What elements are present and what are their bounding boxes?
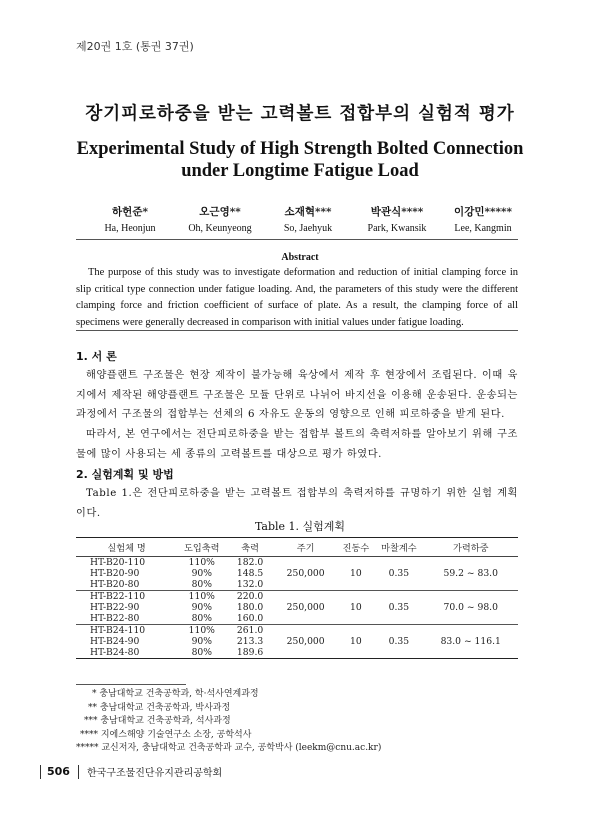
friction-coefficient: 0.35 bbox=[374, 591, 423, 625]
specimen-name: HT-B24-110 bbox=[90, 625, 146, 636]
specimen-name: HT-B20-80 bbox=[76, 579, 177, 591]
table-header-cell: 도입축력 bbox=[177, 538, 226, 557]
footnote: **** 지에스해양 기술연구소 소장, 공학석사 bbox=[80, 729, 252, 740]
specimen-name: HT-B22-80 bbox=[76, 613, 177, 625]
author-korean-name: 이강민***** bbox=[454, 206, 512, 218]
specimen-name: HT-B24-80 bbox=[76, 647, 177, 659]
methods-paragraph-1: Table 1.은 전단피로하중을 받는 고력볼트 접합부의 축력저하를 규명하기 위한 실험 계획이다. bbox=[76, 488, 518, 519]
footnote: *** 충남대학교 건축공학과, 석사과정 bbox=[84, 716, 231, 726]
frequency: 10 bbox=[337, 557, 374, 591]
friction-coefficient: 0.35 bbox=[374, 625, 423, 659]
axial-force: 189.6 bbox=[226, 647, 273, 659]
frequency: 10 bbox=[337, 625, 374, 659]
specimen-name: HT-B24-90 bbox=[90, 636, 140, 647]
table-row bbox=[76, 591, 518, 603]
footnote: ** 충남대학교 건축공학과, 박사과정 bbox=[88, 702, 231, 713]
korean-title: 장기피로하중을 받는 고력볼트 접합부의 실험적 평가 bbox=[85, 104, 515, 124]
axial-force: 261.0 bbox=[236, 625, 264, 636]
table-caption: Table 1. 실험계획 bbox=[254, 520, 346, 533]
clamping-ratio: 90% bbox=[191, 568, 212, 579]
footnote: * 충남대학교 건축공학과, 학·석사연계과정 bbox=[92, 689, 259, 699]
axial-force: 220.0 bbox=[236, 591, 264, 602]
clamping-ratio: 80% bbox=[177, 579, 226, 591]
cycles: 250,000 bbox=[274, 557, 338, 591]
axial-force: 132.0 bbox=[226, 579, 273, 591]
author bbox=[428, 204, 538, 234]
divider bbox=[76, 239, 518, 240]
friction-coefficient: 0.35 bbox=[374, 557, 423, 591]
author-english-name: Oh, Keunyeong bbox=[188, 223, 252, 234]
author-english-name: Ha, Heonjun bbox=[104, 223, 156, 234]
society-name: 한국구조물진단유지관리공학회 bbox=[86, 768, 223, 779]
specimen-name: HT-B22-110 bbox=[90, 591, 146, 602]
clamping-ratio: 90% bbox=[191, 602, 212, 613]
section-heading-introduction: 1. 서 론 bbox=[76, 350, 117, 363]
footnote: ***** 교신저자, 충남대학교 건축공학과 교수, 공학박사 (leekm@cnu.ac.kr) bbox=[76, 743, 382, 753]
abstract-text: The purpose of this study was to investigate deformation and reduction of initial clamping force in slip critical type connection under fatigue loading. And, the parameters of this study were the different clamping force and friction coefficient of surface of plate. As a result, the clamping force of all specimens were generally decreased in comparison with initial values under fatigue loading. bbox=[76, 267, 518, 328]
axial-force: 213.3 bbox=[236, 636, 264, 647]
author-korean-name: 하헌준* bbox=[112, 206, 148, 218]
footnote-divider bbox=[76, 684, 186, 685]
author-english-name: Park, Kwansik bbox=[367, 223, 427, 234]
axial-force: 182.0 bbox=[236, 557, 264, 568]
axial-force: 148.5 bbox=[236, 568, 264, 579]
intro-paragraph-1: 해양플랜트 구조물은 현장 제작이 불가능해 육상에서 제작 후 현장에서 조립된다. 이때 육지에서 제작된 해양플랜트 구조물은 모듈 단위로 나뉘어 바지선을 이용해 운송된다. 운송되는 과정에서 구조물의 접합부는 선체의 6 자유도 운동의 영향으로 인해 피로하중을 받게 된다. bbox=[76, 370, 518, 420]
clamping-ratio: 80% bbox=[177, 647, 226, 659]
clamping-ratio: 90% bbox=[191, 636, 212, 647]
experiment-table bbox=[76, 537, 518, 659]
author-korean-name: 오근영** bbox=[199, 206, 241, 218]
table-header-cell: 진동수 bbox=[337, 538, 374, 557]
clamping-ratio: 110% bbox=[188, 591, 215, 602]
author-korean-name: 박관식**** bbox=[370, 206, 424, 218]
table-header-row bbox=[76, 538, 518, 557]
english-title bbox=[70, 138, 530, 182]
author-english-name: Lee, Kangmin bbox=[454, 223, 512, 234]
author-english-name: So, Jaehyuk bbox=[283, 223, 333, 234]
table-header-cell: 실험체 명 bbox=[76, 538, 177, 557]
frequency: 10 bbox=[337, 591, 374, 625]
issue-label: 제20권 1호 (통권 37권) bbox=[76, 40, 194, 53]
abstract-heading: Abstract bbox=[281, 252, 319, 263]
specimen-name: HT-B20-90 bbox=[90, 568, 140, 579]
english-title-line-1: Experimental Study of High Strength Bolted Connection bbox=[76, 139, 524, 159]
table-header-cell: 가력하중 bbox=[423, 538, 518, 557]
clamping-ratio: 110% bbox=[188, 625, 215, 636]
applied-load: 59.2 ~ 83.0 bbox=[423, 557, 518, 591]
table-header-cell: 주기 bbox=[274, 538, 338, 557]
table-row bbox=[76, 625, 518, 637]
specimen-name: HT-B20-110 bbox=[90, 557, 146, 568]
applied-load: 70.0 ~ 98.0 bbox=[423, 591, 518, 625]
english-title-line-2: under Longtime Fatigue Load bbox=[181, 161, 419, 181]
applied-load: 83.0 ~ 116.1 bbox=[423, 625, 518, 659]
axial-force: 160.0 bbox=[226, 613, 273, 625]
specimen-name: HT-B22-90 bbox=[90, 602, 140, 613]
divider bbox=[76, 330, 518, 331]
footnotes bbox=[76, 688, 381, 756]
author-korean-name: 소재혁*** bbox=[284, 206, 332, 218]
table-header-cell: 마찰계수 bbox=[374, 538, 423, 557]
clamping-ratio: 110% bbox=[188, 557, 215, 568]
cycles: 250,000 bbox=[274, 625, 338, 659]
section-heading-methods: 2. 실험계획 및 방법 bbox=[76, 468, 174, 481]
page-number: 506 bbox=[40, 765, 79, 779]
intro-paragraph-2: 따라서, 본 연구에서는 전단피로하중을 받는 접합부 볼트의 축력저하를 알아보기 위해 구조물에 많이 사용되는 세 종류의 고력볼트를 대상으로 평가 하였다. bbox=[76, 429, 518, 460]
cycles: 250,000 bbox=[274, 591, 338, 625]
table-row bbox=[76, 557, 518, 569]
page-footer bbox=[40, 764, 222, 779]
table-header-cell: 축력 bbox=[226, 538, 273, 557]
clamping-ratio: 80% bbox=[177, 613, 226, 625]
axial-force: 180.0 bbox=[236, 602, 264, 613]
